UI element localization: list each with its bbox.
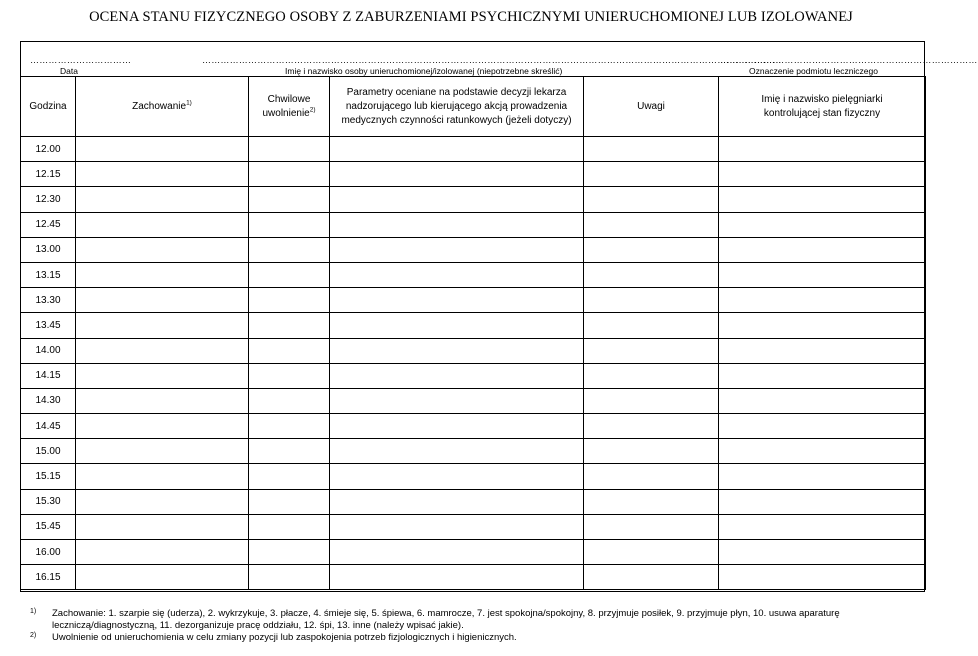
- parameters-cell[interactable]: [330, 464, 584, 489]
- remarks-cell[interactable]: [584, 540, 719, 565]
- table-row: [21, 514, 926, 539]
- behavior-cell[interactable]: [76, 137, 249, 162]
- nurse-cell[interactable]: [719, 388, 926, 413]
- hour-cell: 14.15: [21, 363, 76, 388]
- parameters-cell[interactable]: [330, 388, 584, 413]
- parameters-cell[interactable]: [330, 439, 584, 464]
- table-row: [21, 262, 926, 287]
- table-row: [21, 464, 926, 489]
- parameters-cell[interactable]: [330, 363, 584, 388]
- footnote-text: Zachowanie: 1. szarpie się (uderza), 2. wykrzykuje, 3. płacze, 4. śmieje się, 5. śpiewa, 6. mamrocze, 7. jest spokojna/spokojny, 8. przyjmuje posiłek, 9. przyjmuje płyn, 10. usuwa aparaturę leczniczą/diagnostyczną, 11. dezorganizuje pracę oddziału, 12. śpi, 13. inne (należy wpisać jakie).: [52, 608, 840, 631]
- hour-cell: 14.00: [21, 338, 76, 363]
- behavior-cell[interactable]: [76, 288, 249, 313]
- footnote-ref-2: 2): [309, 106, 316, 114]
- parameters-cell[interactable]: [330, 489, 584, 514]
- nurse-cell[interactable]: [719, 464, 926, 489]
- table-row: [21, 565, 926, 590]
- remarks-cell[interactable]: [584, 288, 719, 313]
- parameters-cell[interactable]: [330, 187, 584, 212]
- behavior-cell[interactable]: [76, 212, 249, 237]
- remarks-cell[interactable]: [584, 162, 719, 187]
- release-cell[interactable]: [249, 439, 330, 464]
- nurse-cell[interactable]: [719, 288, 926, 313]
- nurse-cell[interactable]: [719, 187, 926, 212]
- hour-cell: 13.45: [21, 313, 76, 338]
- behavior-cell[interactable]: [76, 162, 249, 187]
- remarks-cell[interactable]: [584, 414, 719, 439]
- remarks-cell[interactable]: [584, 313, 719, 338]
- release-cell[interactable]: [249, 313, 330, 338]
- remarks-cell[interactable]: [584, 514, 719, 539]
- remarks-cell[interactable]: [584, 363, 719, 388]
- parameters-cell[interactable]: [330, 162, 584, 187]
- release-cell[interactable]: [249, 388, 330, 413]
- remarks-cell[interactable]: [584, 464, 719, 489]
- release-cell[interactable]: [249, 137, 330, 162]
- table-row: [21, 388, 926, 413]
- entity-label: Oznaczenie podmiotu leczniczego: [749, 66, 878, 76]
- nurse-cell[interactable]: [719, 162, 926, 187]
- release-cell[interactable]: [249, 489, 330, 514]
- table-row: [21, 540, 926, 565]
- table-row: [21, 338, 926, 363]
- table-row: [21, 162, 926, 187]
- hour-cell: 15.45: [21, 514, 76, 539]
- remarks-cell[interactable]: [584, 137, 719, 162]
- nurse-cell[interactable]: [719, 313, 926, 338]
- behavior-cell[interactable]: [76, 388, 249, 413]
- table-row: [21, 212, 926, 237]
- nurse-cell[interactable]: [719, 414, 926, 439]
- parameters-cell[interactable]: [330, 565, 584, 590]
- parameters-cell[interactable]: [330, 262, 584, 287]
- parameters-cell[interactable]: [330, 414, 584, 439]
- nurse-cell[interactable]: [719, 262, 926, 287]
- footnote-ref-1: 1): [186, 99, 192, 107]
- hour-cell: 15.30: [21, 489, 76, 514]
- hour-cell: 15.15: [21, 464, 76, 489]
- parameters-cell[interactable]: [330, 288, 584, 313]
- table-row: [21, 439, 926, 464]
- behavior-cell[interactable]: [76, 565, 249, 590]
- release-cell[interactable]: [249, 262, 330, 287]
- remarks-cell[interactable]: [584, 237, 719, 262]
- column-header-parameters: Parametry oceniane na podstawie decyzji lekarza nadzorującego lub kierującego akcją prowadzenia medycznych czynności ratunkowych (jeżeli dotyczy): [330, 77, 584, 137]
- behavior-cell[interactable]: [76, 313, 249, 338]
- table-row: [21, 489, 926, 514]
- release-cell[interactable]: [249, 237, 330, 262]
- table-row: [21, 288, 926, 313]
- behavior-cell[interactable]: [76, 338, 249, 363]
- hour-cell: 15.00: [21, 439, 76, 464]
- nurse-cell[interactable]: [719, 137, 926, 162]
- remarks-cell[interactable]: [584, 388, 719, 413]
- hour-cell: 14.45: [21, 414, 76, 439]
- release-cell[interactable]: [249, 187, 330, 212]
- parameters-cell[interactable]: [330, 313, 584, 338]
- behavior-cell[interactable]: [76, 187, 249, 212]
- hour-cell: 12.30: [21, 187, 76, 212]
- table-row: [21, 414, 926, 439]
- date-label: Data: [60, 66, 78, 76]
- column-header-hour: Godzina: [21, 77, 76, 137]
- release-cell[interactable]: [249, 464, 330, 489]
- hour-cell: 12.15: [21, 162, 76, 187]
- behavior-cell[interactable]: [76, 262, 249, 287]
- column-header-nurse: Imię i nazwisko pielęgniarki kontrolującej stan fizyczny: [719, 77, 926, 137]
- parameters-cell[interactable]: [330, 212, 584, 237]
- nurse-cell[interactable]: [719, 489, 926, 514]
- nurse-cell[interactable]: [719, 338, 926, 363]
- hour-cell: 13.00: [21, 237, 76, 262]
- table-row: [21, 187, 926, 212]
- patient-name-label: Imię i nazwisko osoby unieruchomionej/izolowanej (niepotrzebne skreślić): [285, 66, 563, 76]
- behavior-cell[interactable]: [76, 540, 249, 565]
- behavior-cell[interactable]: [76, 489, 249, 514]
- behavior-cell[interactable]: [76, 363, 249, 388]
- table-header-row: [21, 77, 926, 137]
- hour-cell: 13.30: [21, 288, 76, 313]
- remarks-cell[interactable]: [584, 338, 719, 363]
- date-field[interactable]: ……………………………: [30, 55, 132, 65]
- behavior-cell[interactable]: [76, 464, 249, 489]
- nurse-cell[interactable]: [719, 363, 926, 388]
- assessment-table: [20, 76, 926, 590]
- parameters-cell[interactable]: [330, 237, 584, 262]
- release-cell[interactable]: [249, 212, 330, 237]
- hour-cell: 12.00: [21, 137, 76, 162]
- column-header-remarks: Uwagi: [584, 77, 719, 137]
- nurse-cell[interactable]: [719, 565, 926, 590]
- remarks-cell[interactable]: [584, 262, 719, 287]
- footnote-number: 2): [30, 632, 37, 639]
- nurse-cell[interactable]: [719, 540, 926, 565]
- patient-name-field[interactable]: ………………………………………………………………………………………………………………………………………………………………………: [202, 55, 782, 65]
- footnote-number: 1): [30, 608, 37, 615]
- hour-cell: 13.15: [21, 262, 76, 287]
- release-cell[interactable]: [249, 514, 330, 539]
- remarks-cell[interactable]: [584, 489, 719, 514]
- release-cell[interactable]: [249, 363, 330, 388]
- hour-cell: 16.00: [21, 540, 76, 565]
- release-cell[interactable]: [249, 288, 330, 313]
- column-header-release: Chwilowe uwolnienie$^{2)}$: [249, 77, 330, 137]
- remarks-cell[interactable]: [584, 187, 719, 212]
- parameters-cell[interactable]: [330, 514, 584, 539]
- behavior-cell[interactable]: [76, 514, 249, 539]
- parameters-cell[interactable]: [330, 338, 584, 363]
- table-row: [21, 137, 926, 162]
- footnote-text: Uwolnienie od unieruchomienia w celu zmiany pozycji lub zaspokojenia potrzeb fizjologicznych i higienicznych.: [52, 632, 517, 643]
- release-cell[interactable]: [249, 540, 330, 565]
- release-cell[interactable]: [249, 565, 330, 590]
- behavior-cell[interactable]: [76, 237, 249, 262]
- behavior-cell[interactable]: [76, 414, 249, 439]
- release-cell[interactable]: [249, 162, 330, 187]
- nurse-cell[interactable]: [719, 514, 926, 539]
- hour-cell: 14.30: [21, 388, 76, 413]
- hour-cell: 16.15: [21, 565, 76, 590]
- nurse-cell[interactable]: [719, 212, 926, 237]
- remarks-cell[interactable]: [584, 565, 719, 590]
- hour-cell: 12.45: [21, 212, 76, 237]
- release-cell[interactable]: [249, 414, 330, 439]
- table-row: [21, 363, 926, 388]
- behavior-cell[interactable]: [76, 439, 249, 464]
- parameters-cell[interactable]: [330, 137, 584, 162]
- nurse-cell[interactable]: [719, 439, 926, 464]
- table-row: [21, 313, 926, 338]
- remarks-cell[interactable]: [584, 439, 719, 464]
- parameters-cell[interactable]: [330, 540, 584, 565]
- form-title: OCENA STANU FIZYCZNEGO OSOBY Z ZABURZENIAMI PSYCHICZNYMI UNIERUCHOMIONEJ LUB IZOLOWANEJ: [89, 9, 853, 25]
- release-cell[interactable]: [249, 338, 330, 363]
- nurse-cell[interactable]: [719, 237, 926, 262]
- table-row: [21, 237, 926, 262]
- remarks-cell[interactable]: [584, 212, 719, 237]
- entity-field[interactable]: …………………………………………………………………………: [720, 55, 978, 65]
- column-header-behavior: Zachowanie$^{1)}$: [76, 77, 249, 137]
